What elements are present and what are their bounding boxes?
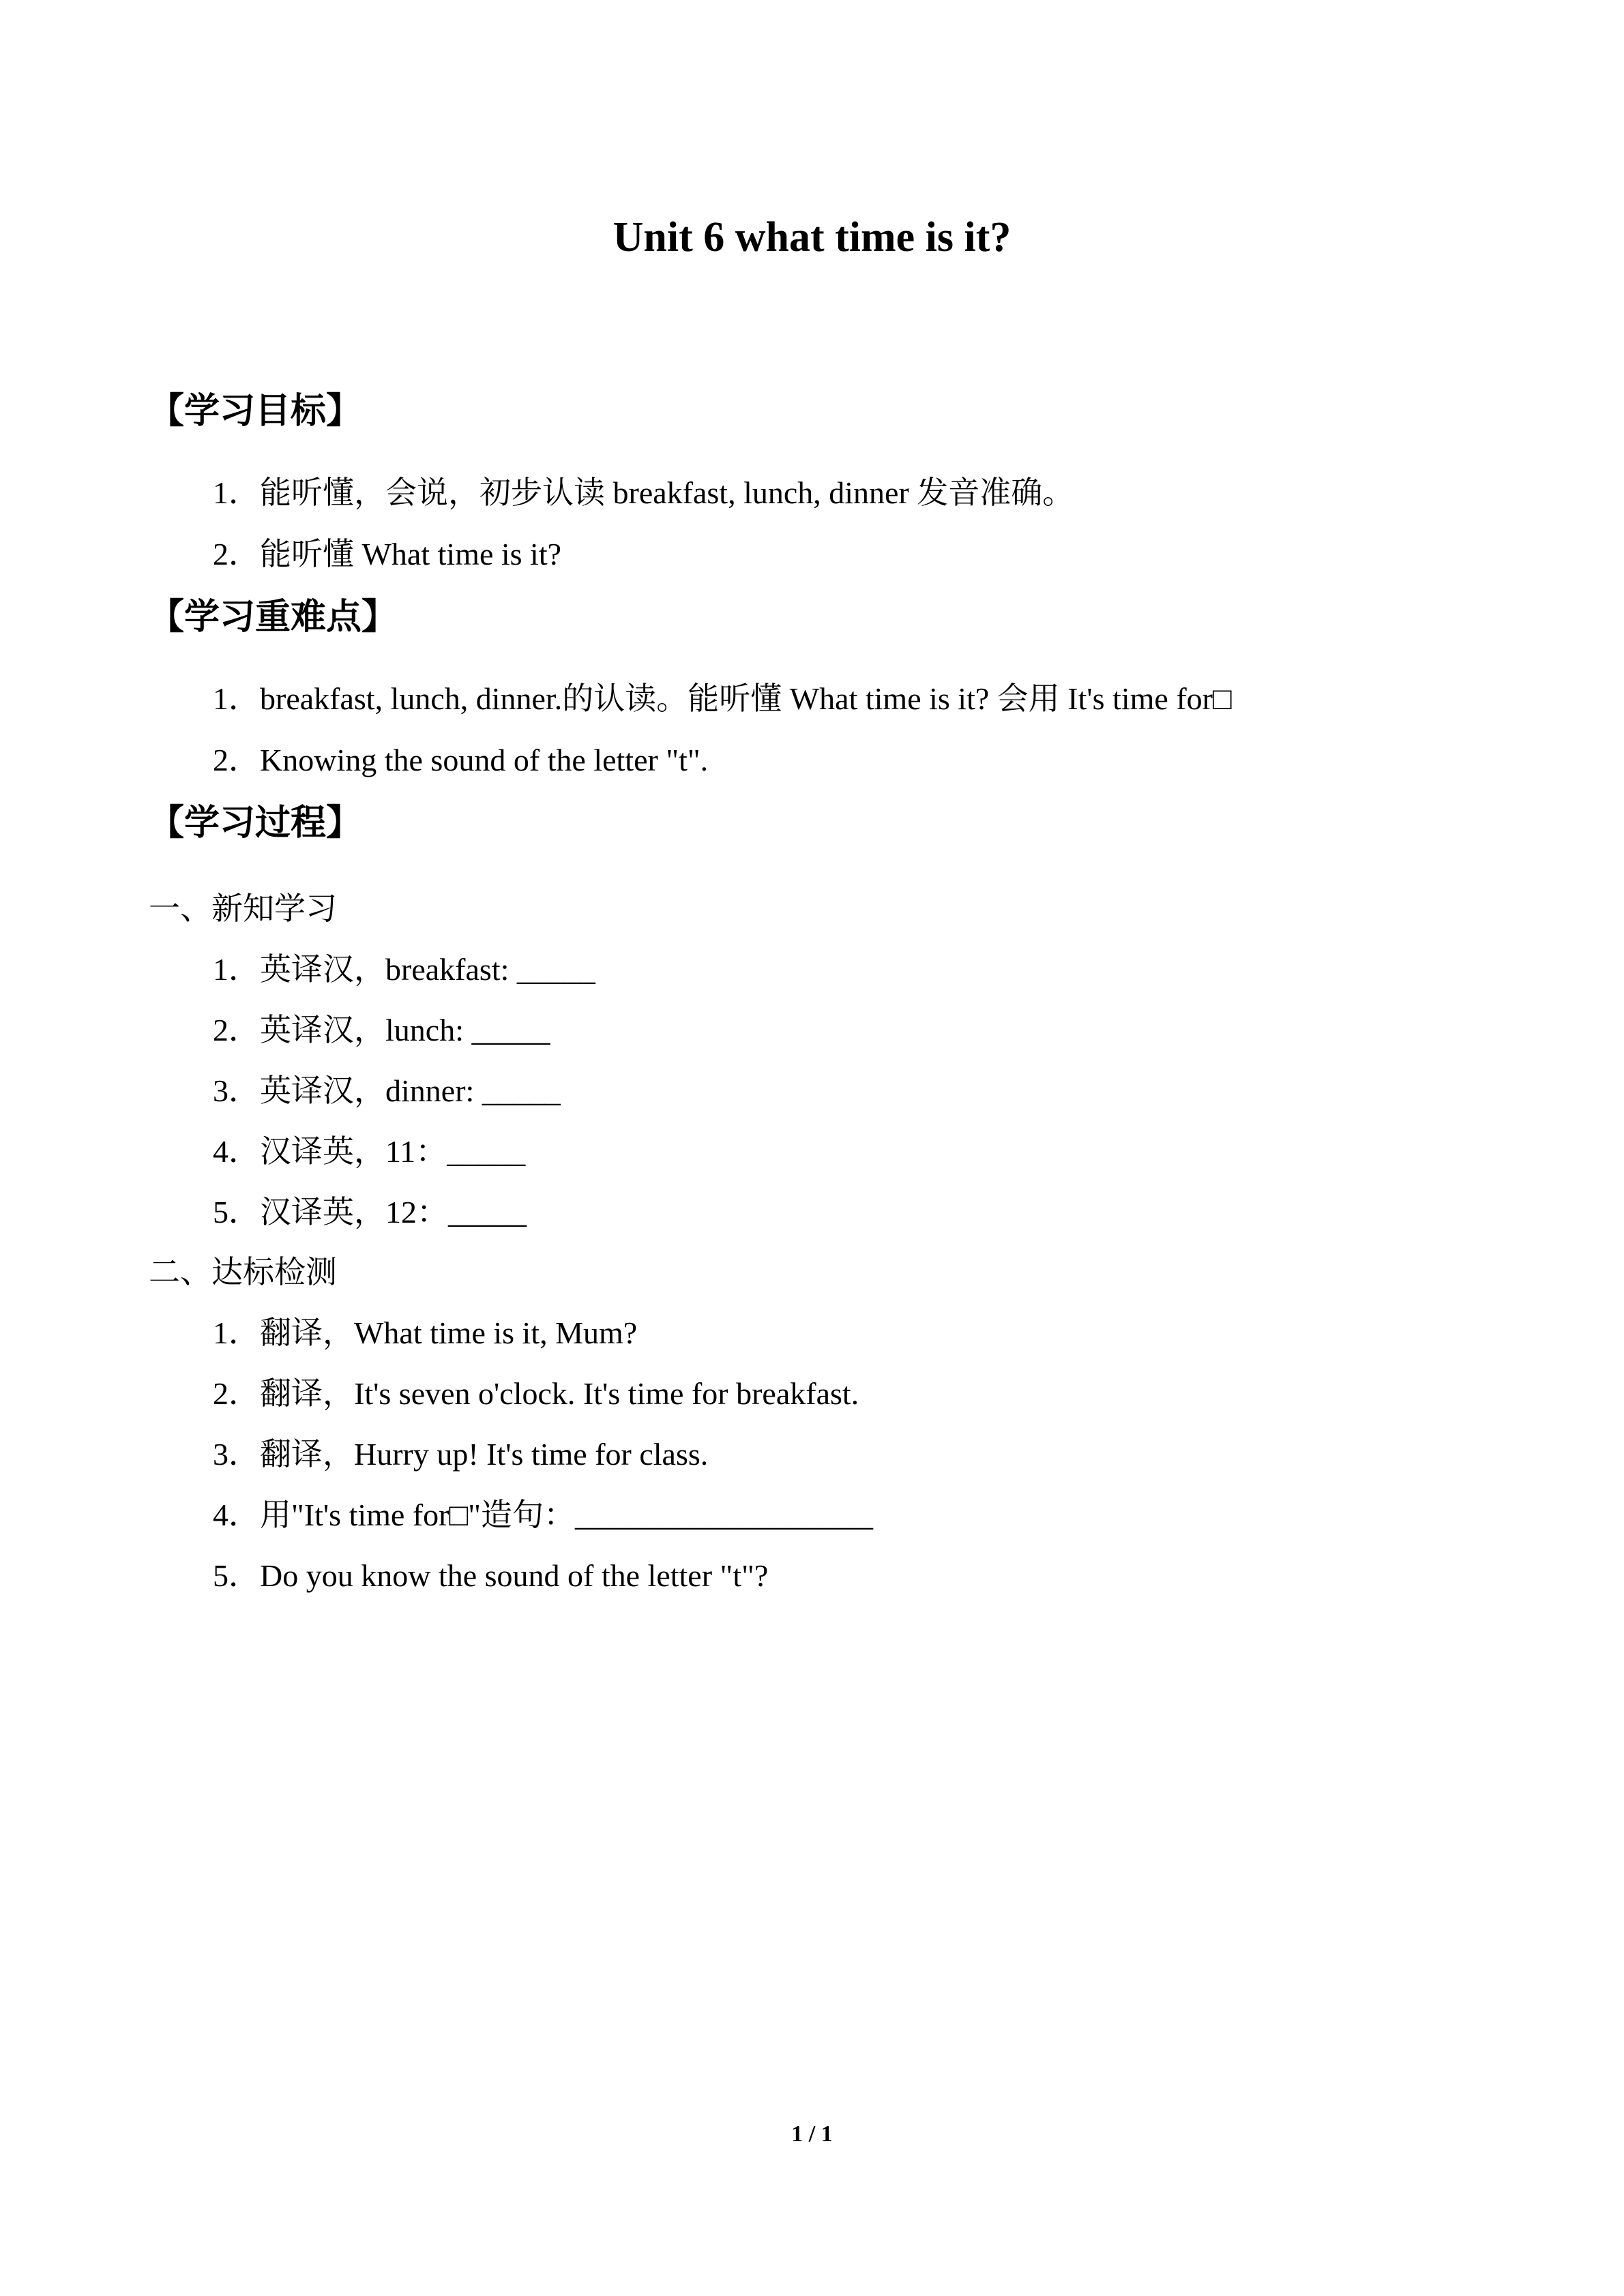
exercise-item: 3．英译汉，dinner: _____ <box>213 1073 561 1108</box>
key-point-item: 2．Knowing the sound of the letter "t". <box>213 743 709 777</box>
objective-item: 1．能听懂，会说，初步认读 breakfast, lunch, dinner 发音准确。 <box>213 475 1074 510</box>
part-label-new-knowledge: 一、新知学习 <box>149 891 337 926</box>
exercise-item: 5．汉译英，12：_____ <box>213 1195 527 1229</box>
assessment-item: 1．翻译，What time is it, Mum? <box>213 1315 638 1350</box>
page-number: 1 / 1 <box>791 2121 833 2147</box>
exercise-item: 1．英译汉，breakfast: _____ <box>213 952 595 987</box>
assessment-item: 4．用"It's time for□"造句：___________________ <box>213 1497 874 1532</box>
exercise-item: 4．汉译英，11：_____ <box>213 1134 526 1169</box>
section-heading-process: 【学习过程】 <box>149 803 362 844</box>
exercise-item: 2．英译汉，lunch: _____ <box>213 1013 550 1047</box>
assessment-item: 5．Do you know the sound of the letter "t"? <box>213 1558 769 1593</box>
assessment-item: 3．翻译，Hurry up! It's time for class. <box>213 1437 709 1472</box>
document-title: Unit 6 what time is it? <box>612 214 1012 260</box>
assessment-item: 2．翻译，It's seven o'clock. It's time for breakfast. <box>213 1376 859 1411</box>
section-heading-objectives: 【学习目标】 <box>149 391 362 432</box>
objective-item: 2．能听懂 What time is it? <box>213 537 562 571</box>
section-heading-key-points: 【学习重难点】 <box>149 597 398 638</box>
key-point-item: 1．breakfast, lunch, dinner.的认读。能听懂 What time is it? 会用 It's time for□ <box>213 681 1232 716</box>
part-label-assessment: 二、达标检测 <box>149 1255 337 1289</box>
